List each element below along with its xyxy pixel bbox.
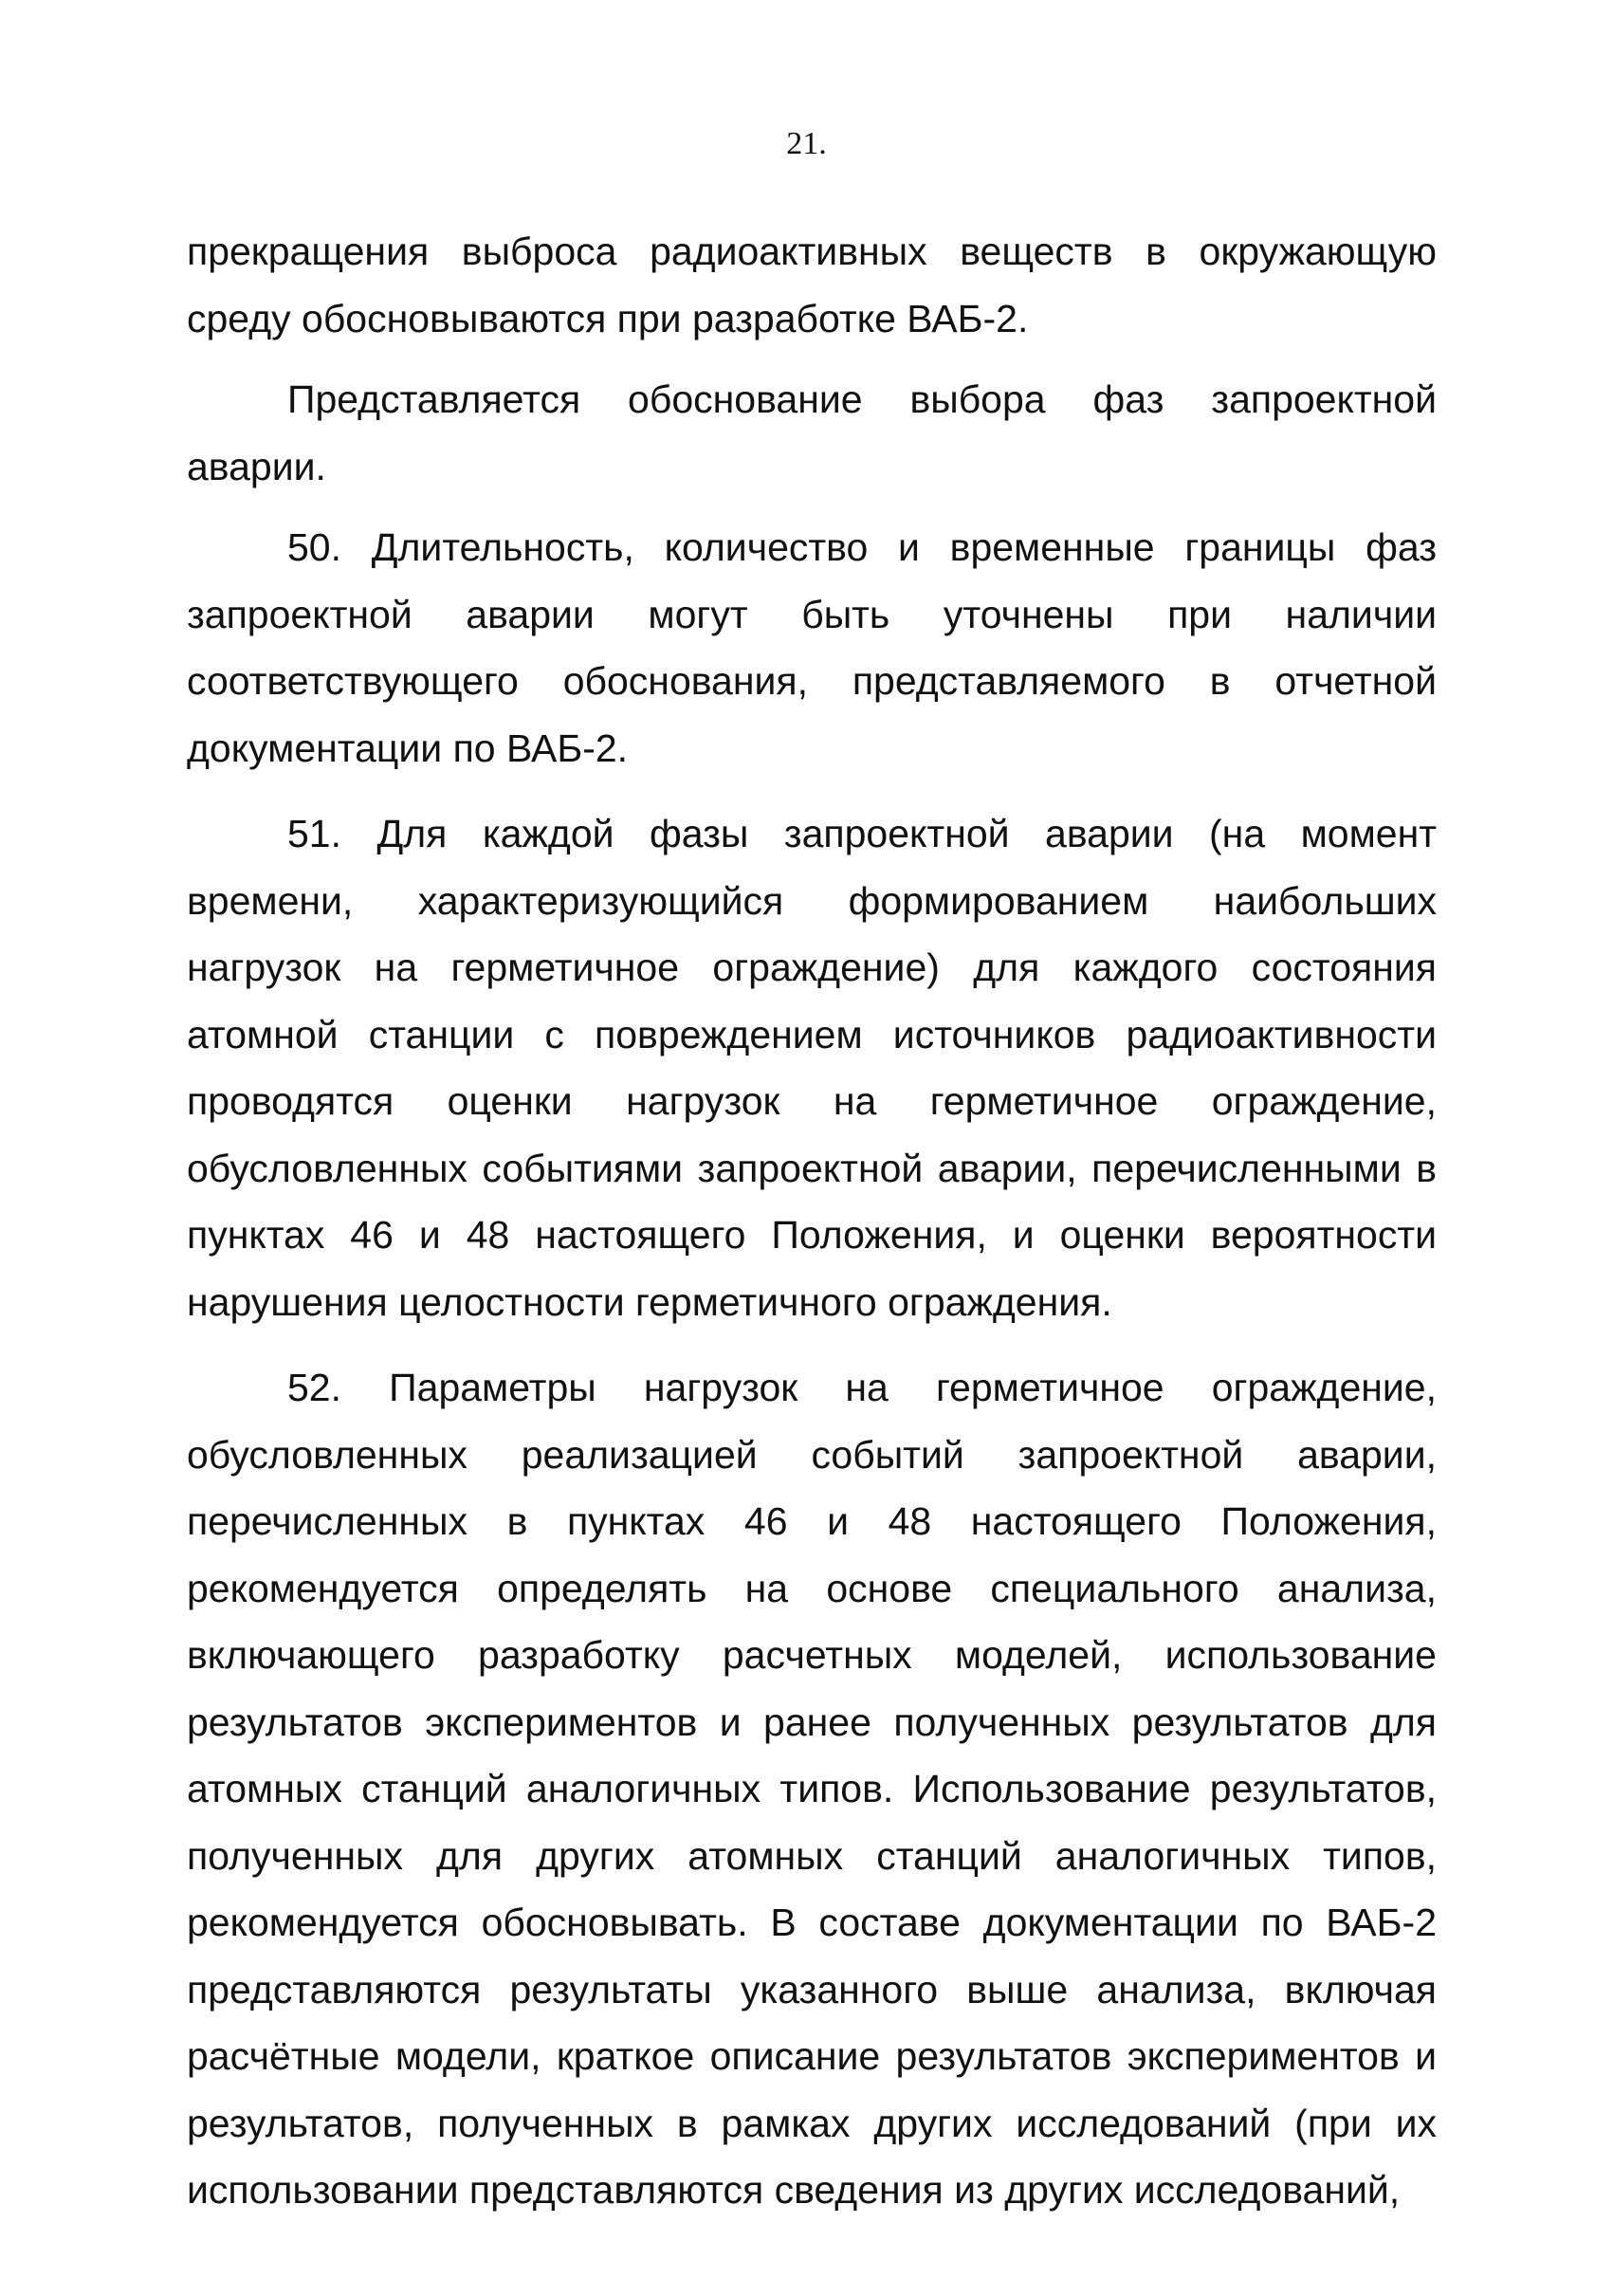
page-number: 21. [786, 126, 827, 161]
document-body [187, 218, 1437, 2224]
paragraph-50: 50. Длительность, количество и временные границы фаз запроектной аварии могут быть уточнены при наличии соответствующего обоснования, представляемого в отчетной документации по ВАБ-2. [187, 525, 1437, 770]
paragraph-52: 52. Параметры нагрузок на герметичное ограждение, обусловленных реализацией событий запроектной аварии, перечисленных в пунктах 46 и 48 настоящего Положения, рекомендуется определять на основе специального анализа, включающего разработку расчетных моделей, использование результатов экспериментов и ранее полученных результатов для атомных станций аналогичных типов. Использование результатов, полученных для других атомных станций аналогичных типов, рекомендуется обосновывать. В составе документации по ВАБ-2 представляются результаты указанного выше анализа, включая расчётные модели, краткое описание результатов экспериментов и результатов, полученных в рамках других исследований (при их использовании представляются сведения из других исследований, [187, 1366, 1437, 2212]
paragraph-51: 51. Для каждой фазы запроектной аварии (на момент времени, характеризующийся формированием наибольших нагрузок на герметичное ограждение) для каждого состояния атомной станции с повреждением источников радиоактивности проводятся оценки нагрузок на герметичное ограждение, обусловленных событиями запроектной аварии, перечисленными в пунктах 46 и 48 настоящего Положения, и оценки вероятности нарушения целостности герметичного ограждения. [187, 812, 1437, 1324]
paragraph-phase-justification: Представляется обоснование выбора фаз запроектной аварии. [187, 377, 1437, 488]
paragraph-continuation: прекращения выброса радиоактивных веществ в окружающую среду обосновываются при разработке ВАБ-2. [187, 230, 1437, 340]
